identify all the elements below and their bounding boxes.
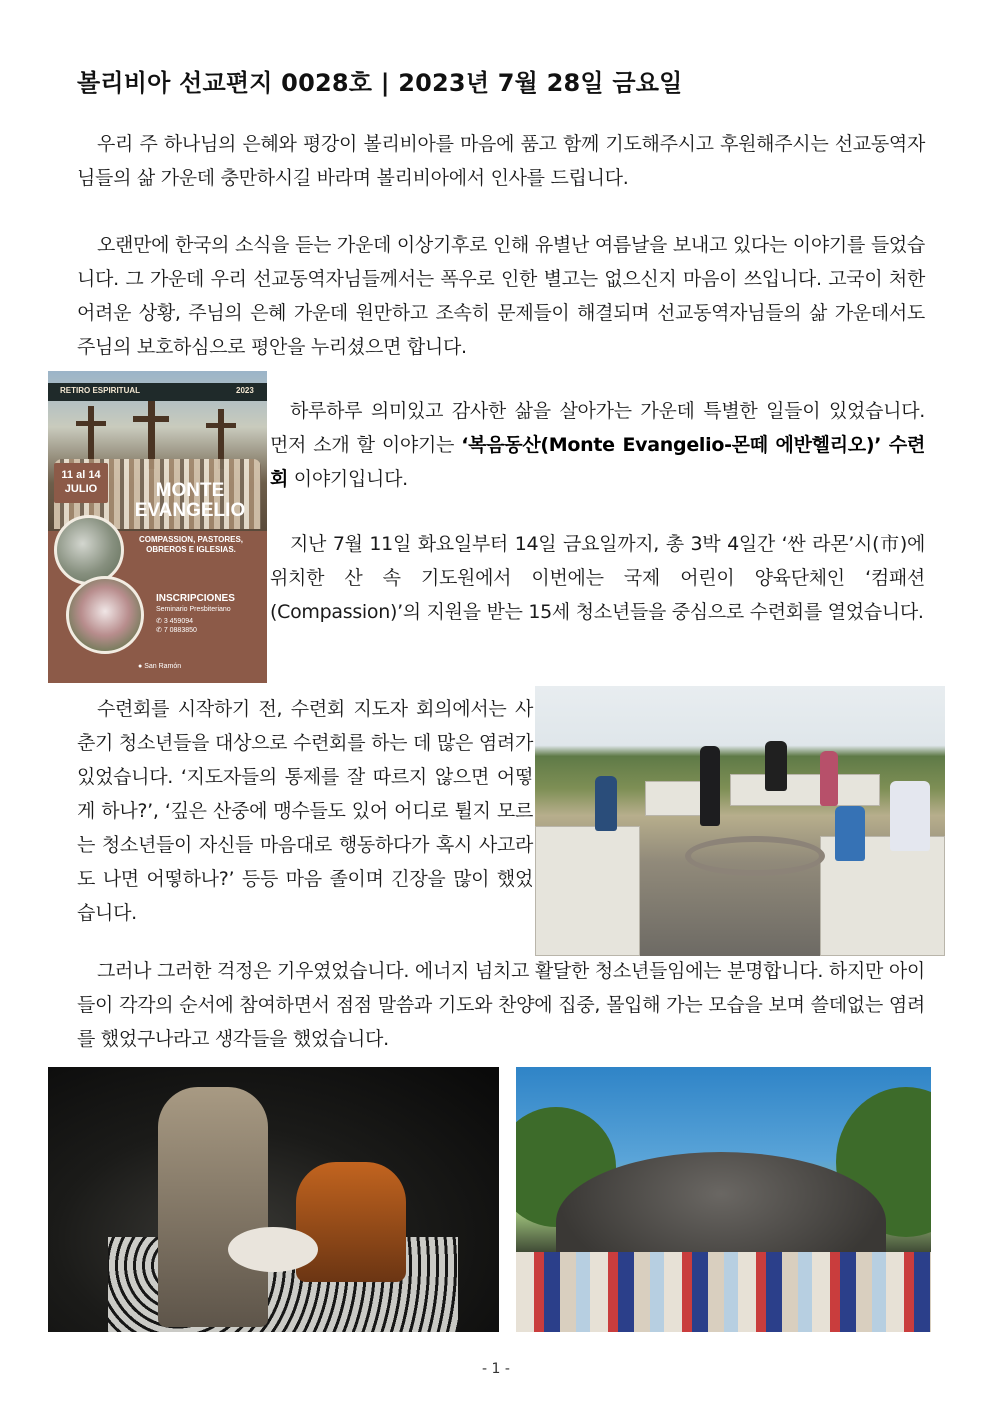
location-pin-icon: ●	[138, 663, 145, 670]
rock-play-photo	[516, 1067, 931, 1332]
phone-icon: ✆	[156, 627, 164, 634]
phone-icon: ✆	[156, 618, 164, 625]
paragraph-greeting: 우리 주 하나님의 은혜와 평강이 볼리비아를 마음에 품고 함께 기도해주시고 후원해주시는 선교동역자님들의 삶 가운데 충만하시길 바라며 볼리비아에서 인사를 드립니다.	[77, 133, 925, 189]
poster-registration-org: Seminario Presbiteriano	[156, 606, 231, 613]
paragraph-retreat-intro-end: 이야기입니다.	[288, 468, 408, 490]
poster-registration	[156, 593, 261, 635]
youth-gathering-photo	[535, 686, 945, 956]
retreat-poster-image	[48, 371, 267, 683]
letter-title: 볼리비아 선교편지 0028호 | 2023년 7월 28일 금요일	[77, 69, 683, 97]
poster-photo-people	[66, 576, 144, 654]
paragraph-leader-worries: 수련회를 시작하기 전, 수련회 지도자 회의에서는 사춘기 청소년들을 대상으로 수련회를 하는 데 많은 염려가 있었습니다. ‘지도자들의 통제를 잘 따르지 않으면 어떻게 하나?’, ‘깊은 산중에 맹수들도 있어 어디로 튈지 모르는 청소년들이 자신들 마음대로 행동하다가 혹시 사고라도 나면 어떻하나?’ 등등 마음 졸이며 긴장을 많이 했었습니다.	[77, 698, 533, 924]
poster-location: San Ramón	[144, 663, 182, 670]
poster-registration-heading: INSCRIPCIONES	[156, 593, 235, 604]
paragraph-retreat-details: 지난 7월 11일 화요일부터 14일 금요일까지, 총 3박 4일간 ‘싼 라몬’시(市)에 위치한 산 속 기도원에서 이번에는 국제 어린이 양육단체인 ‘컴패션(Compassion)’의 지원을 받는 15세 청소년들을 중심으로 수련회를 열었습니다.	[270, 533, 925, 623]
poster-phone-1: 3 459094	[163, 618, 194, 625]
poster-band-label: RETIRO ESPIRITUAL	[60, 386, 141, 395]
paragraph-korea-news: 오랜만에 한국의 소식을 듣는 가운데 이상기후로 인해 유별난 여름날을 보내고 있다는 이야기를 들었습니다. 그 가운데 우리 선교동역자님들께서는 폭우로 인한 별고는 없으신지 마음이 쓰입니다. 고국이 처한 어려운 상황, 주님의 은혜 가운데 원만하고 조속히 문제들이 해결되며 선교동역자님들의 삶 가운데서도 주님의 보호하심으로 평안을 누리셨으면 합니다.	[77, 234, 925, 358]
paragraph-retreat-intro-text: 하루하루 의미있고 감사한 삶을 살아가는 가운데 특별한 일들이 있었습니다. 먼저 소개 할 이야기는	[270, 400, 925, 456]
retreat-name-bold: ‘복음동산(Monte Evangelio-몬떼 에반헬리오)’ 수련회	[270, 434, 925, 490]
nativity-play-photo	[48, 1067, 499, 1332]
page-number: - 1 -	[482, 1361, 510, 1377]
poster-band-year: 2023	[236, 386, 254, 395]
poster-date: 11 al 14 JULIO	[54, 463, 108, 503]
paragraph-retreat-intro	[270, 394, 925, 496]
poster-photo-statue	[54, 515, 124, 585]
poster-title: MONTE EVANGELIO	[134, 480, 246, 521]
poster-phone-2: 7 0883850	[163, 627, 197, 634]
poster-band	[48, 383, 267, 401]
poster-subtitle: COMPASSION, PASTORES, OBREROS E IGLESIAS.	[138, 535, 243, 554]
paragraph-worries-unfounded: 그러나 그러한 걱정은 기우였었습니다. 에너지 넘치고 활달한 청소년들임에는 분명합니다. 하지만 아이들이 각각의 순서에 참여하면서 점점 말씀과 기도와 찬양에 집중, 몰입해 가는 모습을 보며 쓸데없는 염려를 했었구나라고 생각들을 했었습니다.	[77, 960, 925, 1050]
